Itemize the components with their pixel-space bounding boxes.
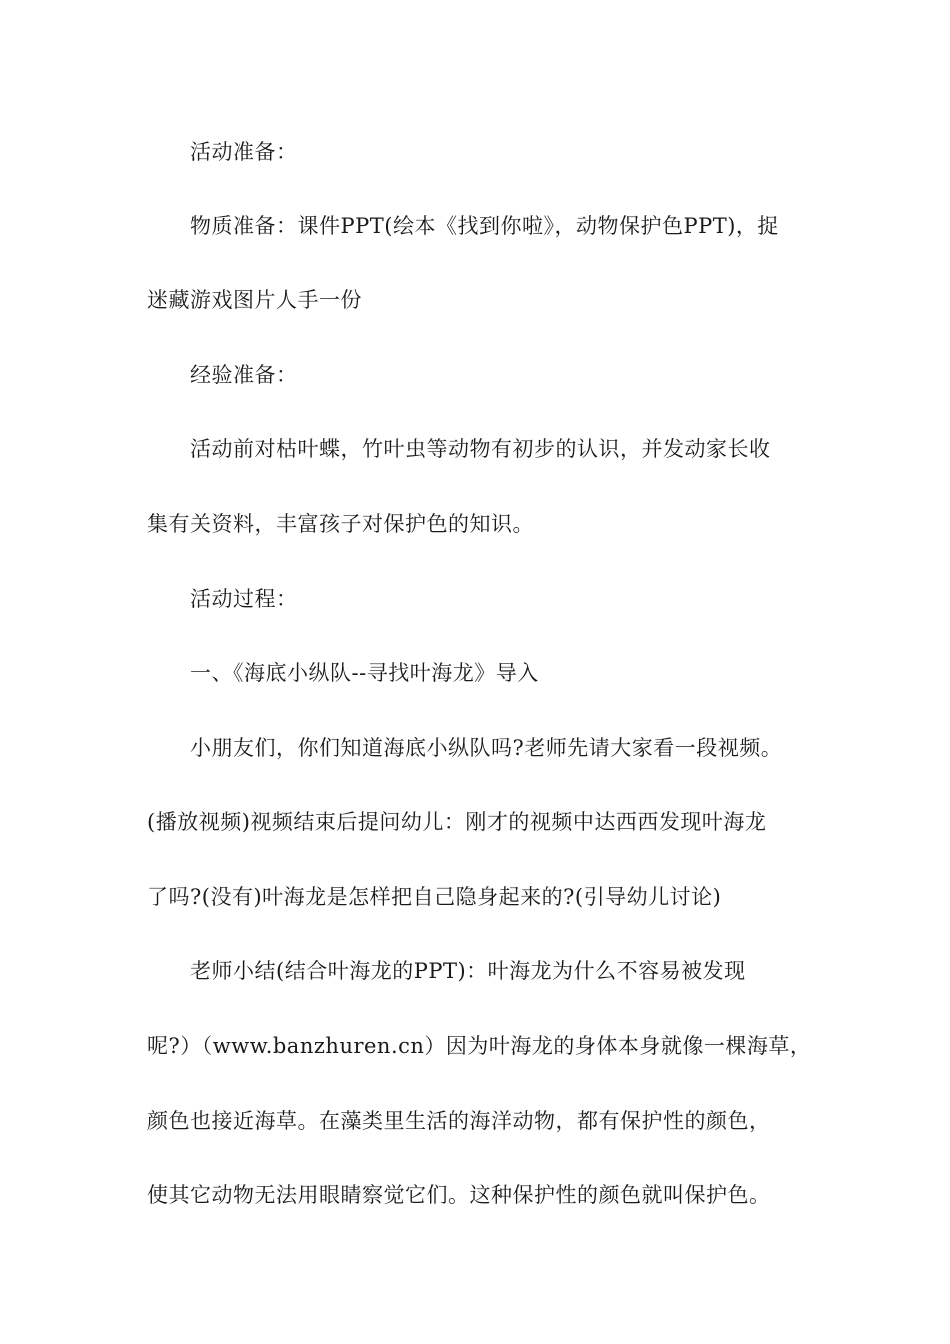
text-line: 颜色也接近海草。在藻类里生活的海洋动物，都有保护性的颜色，	[147, 1109, 771, 1133]
paragraph-heading-process: 活动过程：	[190, 587, 298, 611]
text-line: 物质准备：课件PPT(绘本《找到你啦》，动物保护色PPT)，捉	[190, 214, 779, 238]
text-line: (播放视频)视频结束后提问幼儿：刚才的视频中达西西发现叶海龙	[147, 810, 767, 834]
paragraph-heading-preparation: 活动准备：	[190, 140, 298, 164]
paragraph-heading-experience: 经验准备：	[190, 363, 298, 387]
text-line: 老师小结(结合叶海龙的PPT)：叶海龙为什么不容易被发现	[190, 959, 746, 983]
text-line: 活动前对枯叶蝶，竹叶虫等动物有初步的认识，并发动家长收	[190, 437, 771, 461]
text-line: 了吗?(没有)叶海龙是怎样把自己隐身起来的?(引导幼儿讨论)	[147, 885, 722, 909]
text-line: 集有关资料，丰富孩子对保护色的知识。	[147, 512, 534, 536]
text-line: 使其它动物无法用眼睛察觉它们。这种保护性的颜色就叫保护色。	[147, 1183, 771, 1207]
text-line: 迷藏游戏图片人手一份	[147, 288, 362, 312]
text-line: 小朋友们，你们知道海底小纵队吗?老师先请大家看一段视频。	[190, 736, 783, 760]
section-heading: 一、《海底小纵队--寻找叶海龙》导入	[190, 661, 539, 685]
text-line: 呢?）（www.banzhuren.cn）因为叶海龙的身体本身就像一棵海草，	[147, 1034, 812, 1058]
